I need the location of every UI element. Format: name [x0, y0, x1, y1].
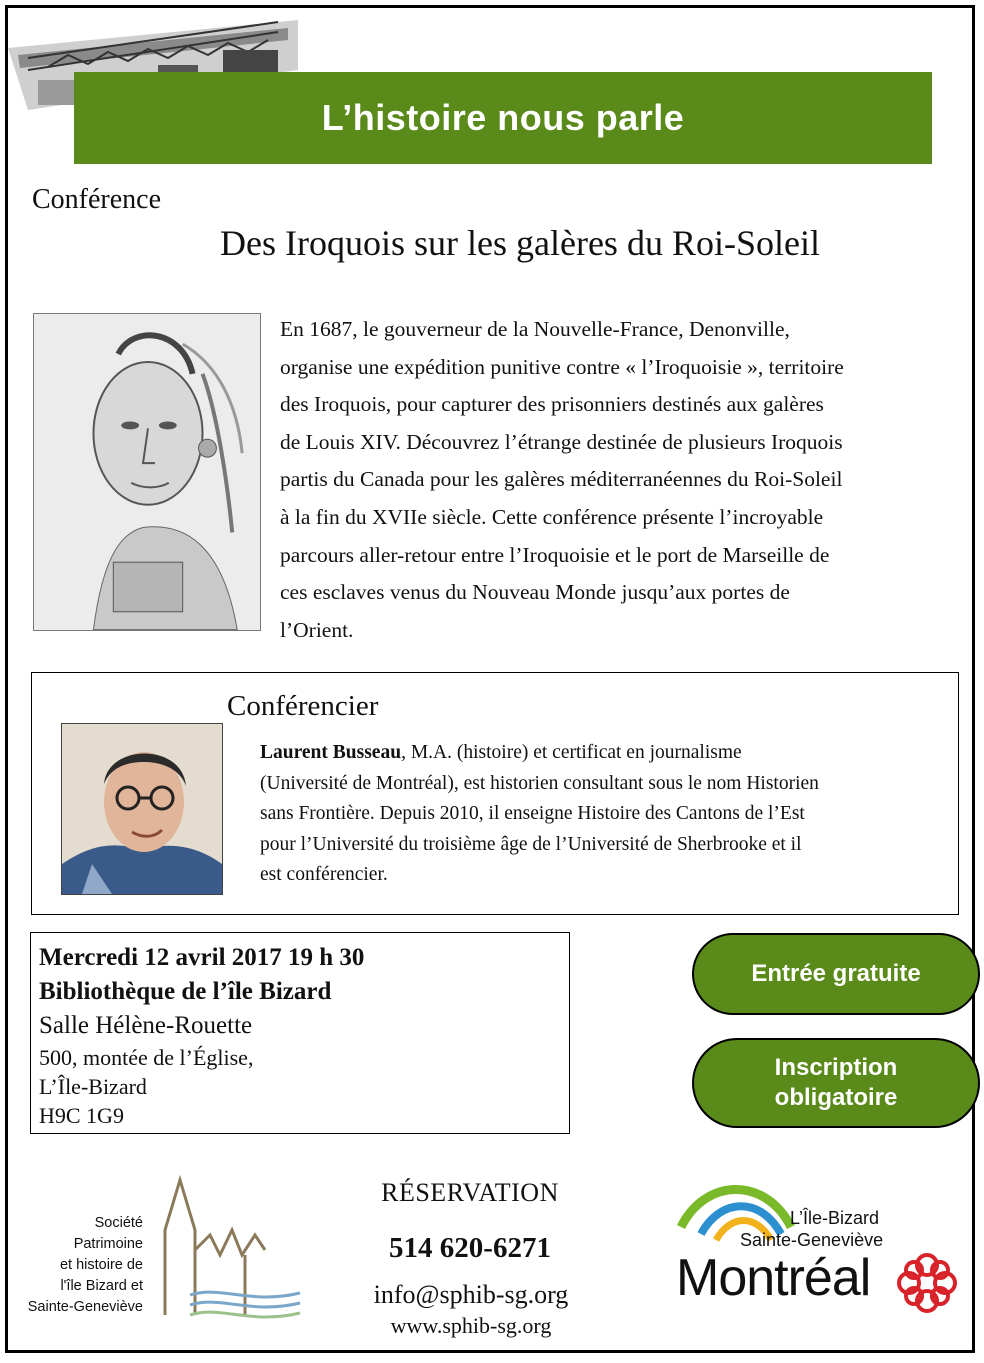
reservation-email[interactable]: info@sphib-sg.org	[373, 1280, 569, 1309]
event-details	[30, 932, 570, 1134]
speaker-bio	[260, 738, 940, 891]
society-name: Société Patrimoine et histoire de l'île Bizard et Sainte-Geneviève	[27, 1215, 143, 1315]
description-line: de Louis XIV. Découvrez l’étrange destinée de plusieurs Iroquois	[280, 429, 843, 454]
montreal-wordmark: Montréal	[676, 1249, 871, 1307]
description-line: organise une expédition punitive contre « l’Iroquoisie », territoire	[280, 354, 844, 379]
event-room: Salle Hélène-Rouette	[39, 1012, 253, 1039]
bio-line: est conférencier.	[260, 864, 388, 885]
borough-name-line1: L’Île-Bizard	[790, 1208, 880, 1228]
bio-line: (Université de Montréal), est historien consultant sous le nom Historien	[260, 772, 819, 794]
description-line: partis du Canada pour les galères méditerranéennes du Roi-Soleil	[280, 467, 843, 492]
event-address: 500, montée de l’Église,	[39, 1045, 254, 1070]
description-line: parcours aller-retour entre l’Iroquoisie et le port de Marseille de	[280, 542, 830, 567]
montreal-rosette-icon	[896, 1252, 958, 1314]
borough-name-line2: Sainte-Geneviève	[740, 1230, 884, 1250]
conference-title: Des Iroquois sur les galères du Roi-Soleil	[220, 223, 820, 263]
speaker-credentials: , M.A. (histoire) et certificat en journalisme	[401, 742, 742, 763]
speaker-name: Laurent Busseau	[260, 742, 402, 763]
description-line: l’Orient.	[280, 617, 354, 642]
conference-description	[280, 311, 960, 649]
description-line: En 1687, le gouverneur de la Nouvelle-France, Denonville,	[280, 317, 790, 341]
description-line: des Iroquois, pour capturer des prisonniers destinés aux galères	[280, 392, 824, 417]
description-line: à la fin du XVIIe siècle. Cette conférence présente l’incroyable	[280, 504, 824, 529]
header-banner	[74, 72, 932, 164]
conference-label: Conférence	[32, 184, 162, 215]
speaker-heading: Conférencier	[227, 690, 379, 722]
speaker-photo	[61, 723, 223, 895]
bio-line: sans Frontière. Depuis 2010, il enseigne Histoire des Cantons de l’Est	[260, 803, 805, 824]
event-city: L’Île-Bizard	[39, 1074, 147, 1099]
registration-badge: Inscription obligatoire	[692, 1038, 980, 1128]
description-line: ces esclaves venus du Nouveau Monde jusqu’aux portes de	[280, 580, 790, 605]
society-logo	[150, 1175, 310, 1325]
reservation-label: RÉSERVATION	[381, 1178, 559, 1207]
reservation-website[interactable]: www.sphib-sg.org	[390, 1313, 552, 1338]
reservation-phone[interactable]: 514 620-6271	[389, 1232, 551, 1264]
event-venue: Bibliothèque de l’île Bizard	[39, 978, 332, 1005]
event-date: Mercredi 12 avril 2017 19 h 30	[39, 944, 365, 971]
event-postal-code: H9C 1G9	[39, 1103, 124, 1128]
banner-title: L’histoire nous parle	[321, 97, 685, 138]
free-entry-badge: Entrée gratuite	[692, 933, 980, 1015]
bio-line: pour l’Université du troisième âge de l’Université de Sherbrooke et il	[260, 833, 802, 855]
iroquois-portrait	[33, 313, 261, 631]
